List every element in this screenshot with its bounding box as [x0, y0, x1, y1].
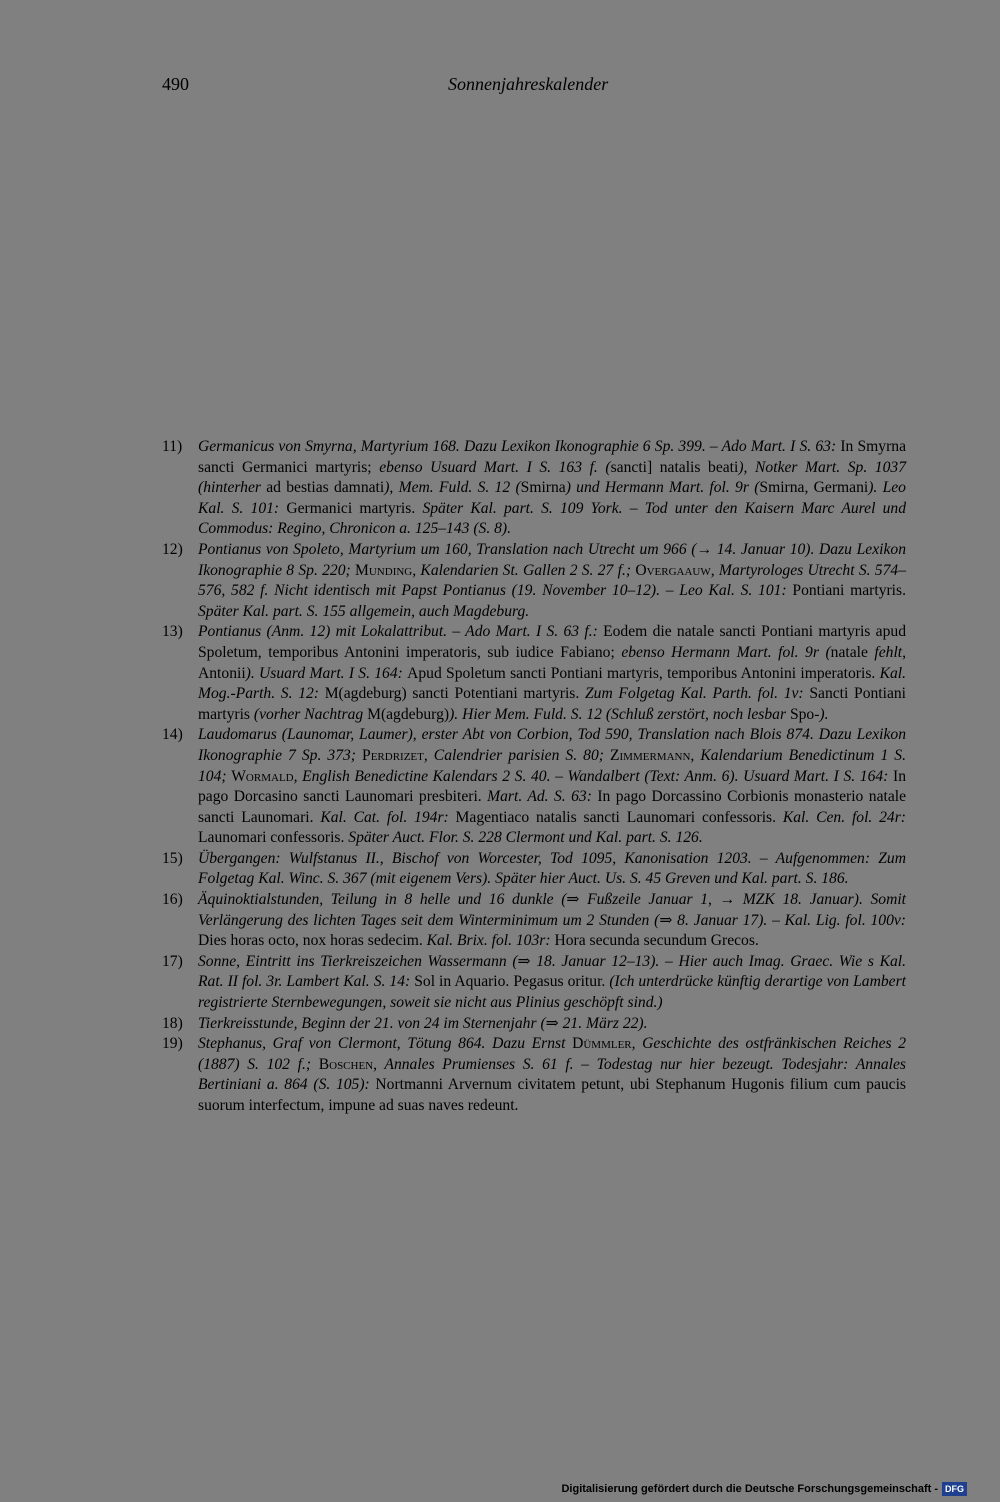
footnote-segment: Antonii [198, 664, 246, 682]
footnote [162, 725, 906, 849]
footnote-segment: Nortmanni Arvernum civitatem petunt, ubi Stephanum Hugonis filium cum paucis suorum interfectum, impune ad suas naves redeunt. [198, 1076, 907, 1114]
footnote [162, 437, 906, 540]
footnote-segment: Boschen [318, 1055, 374, 1073]
footnote-segment: In Smyrna sancti Germanici martyris; [198, 438, 906, 476]
footnote-segment: M(agdeburg) [367, 705, 450, 723]
footnote-segment: Stephanus, Graf von Clermont, Tötung 864. Dazu Ernst [198, 1035, 573, 1053]
footnote-segment: Zimmermann [609, 746, 691, 764]
footnote-segment: ebenso Usuard Mart. I S. 163 f. ( [379, 458, 611, 476]
footnote-text [198, 1034, 906, 1116]
footnote [162, 890, 906, 952]
footnote-segment: ebenso Hermann Mart. fol. 9r ( [621, 643, 831, 661]
footnote-text [198, 437, 906, 540]
footnote-number: 15) [162, 849, 183, 867]
footnote-segment: In pago Dorcassino Corbionis monasterio natale sancti Launomari. [198, 788, 906, 826]
footnote-segment: Munding [355, 561, 413, 579]
footnote-segment: Magentiaco natalis sancti Launomari confessoris. [455, 808, 783, 826]
footnote-segment: Später Kal. part. S. 155 allgemein, auch Magdeburg. [198, 602, 530, 620]
footnote-segment: Smirna [520, 479, 566, 497]
footnote-segment: Pontianus von Spoleto, Martyrium um 160, Translation nach Utrecht um 966 (→ 14. Januar 10). Dazu Lexikon Ikonographie 8 Sp. 220; [198, 540, 906, 579]
footnote-segment: M(agdeburg) sancti Potentiani martyris. [324, 685, 585, 703]
footnote-segment: (vorher Nachtrag [253, 705, 368, 723]
footnote-text [198, 622, 906, 725]
running-title: Sonnenjahreskalender [448, 74, 609, 94]
footnote-segment: , Geschichte des ostfränkischen Reiches 2 (1887) S. 102 f.; [198, 1035, 907, 1073]
footnote [162, 952, 906, 1014]
digitization-credit [561, 1482, 967, 1496]
footnotes-list [162, 437, 906, 1117]
footnote-text [198, 540, 906, 622]
footnote-segment: ad bestias damnati [266, 479, 385, 497]
footnote-segment: Laudomarus (Launomar, Laumer), erster Abt von Corbion, Tod 590, Translation nach Blois 874. Dazu Lexikon Ikonographie 7 Sp. 373; [198, 726, 906, 764]
footnote [162, 849, 906, 890]
footnote-segment: (Ich unterdrücke künftig derartige von Lambert registrierte Sternbewegungen, soweit sie nicht aus Plinius geschöpft sind.) [198, 973, 906, 1012]
footnote-segment: Später Kal. part. S. 109 York. – Tod unter den Kaisern Marc Aurel und Commodus: Regino, Chronicon a. 125–143 (S. 8). [198, 499, 906, 538]
footnote-segment: , Kalendarien St. Gallen 2 S. 27 f.; [412, 561, 636, 579]
footnote-segment: Kal. Mog.-Parth. S. 12: [198, 664, 906, 703]
footnote-segment: Äquinoktialstunden, Teilung in 8 helle und 16 dunkle (⇒ Fußzeile Januar 1, → MZK 18. Januar). Somit Verlängerung des lichten Tages seit dem Winterminimum um 2 Stunden (⇒ 8. Januar 17). – Kal. Lig. fol. 100v: [198, 891, 906, 929]
footnote-number: 16) [162, 891, 183, 909]
footnote-number: 19) [162, 1035, 183, 1053]
footnote-segment: sancti] natalis beati [610, 458, 739, 476]
footnote-segment: Perdrizet [362, 746, 424, 764]
footnote-text [198, 952, 906, 1014]
footnote-segment: ) und Hermann Mart. fol. 9r ( [565, 479, 760, 497]
footnote-segment: Zum Folgetag Kal. Parth. fol. 1v: [584, 685, 810, 703]
footnote-segment: Pontiani martyris. [792, 582, 906, 600]
footnote-segment: Overgaauw [635, 561, 711, 579]
footnote-text [198, 890, 906, 952]
footnote-segment: Germanicus von Smyrna, Martyrium 168. Dazu Lexikon Ikonographie 6 Sp. 399. – Ado Mart. I S. 63: [198, 438, 841, 455]
footnote-segment: Kal. Brix. fol. 103r: [426, 932, 555, 950]
footnote-segment: Hora secunda secundum Grecos. [554, 932, 759, 950]
footnote-text [198, 849, 906, 890]
footnote-segment: Smirna, Germani [759, 479, 869, 497]
footnote-segment: Später Auct. Flor. S. 228 Clermont und Kal. part. S. 126. [348, 829, 703, 847]
footnote-segment: Übergangen: Wulfstanus II., Bischof von Worcester, Tod 1095, Kanonisation 1203. – Aufgenommen: Zum Folgetag Kal. Winc. S. 367 (mit eigenem Vers). Später hier Auct. Us. S. 45 Greven und Kal. part. S. 186. [198, 849, 906, 888]
footnote-segment: Spo- [789, 705, 820, 723]
footnote [162, 1034, 906, 1116]
footnote-segment: ). Leo Kal. S. 101: [198, 479, 906, 517]
footnote-segment: Sonne, Eintritt ins Tierkreiszeichen Wassermann (⇒ 18. Januar 12–13). – Hier auch Imag. Graec. Wie s Kal. Rat. II fol. 3r. Lambert Kal. S. 14: [198, 952, 906, 991]
footnote-segment: Kal. Cat. fol. 194r: [320, 808, 456, 826]
footnote-segment: Launomari confessoris. [198, 829, 349, 847]
footnote-segment: Eodem die natale sancti Pontiani martyris apud Spoletum, temporibus Antonini imperatoris, sub iudice Fabiano; [198, 623, 906, 661]
footnote-segment: ). Usuard Mart. I S. 164: [245, 664, 408, 682]
footnote-text [198, 725, 906, 849]
footnote-number: 17) [162, 952, 183, 970]
footnote-number: 18) [162, 1014, 183, 1032]
footnote [162, 622, 906, 725]
digitization-credit-text: Digitalisierung gefördert durch die Deutsche Forschungsgemeinschaft - [561, 1483, 938, 1495]
footnote-segment: ), Notker Mart. Sp. 1037 (hinterher [198, 458, 906, 497]
footnote-segment: In pago Dorcasino sancti Launomari presbiteri. [198, 767, 906, 806]
footnote-segment: ), Mem. Fuld. S. 12 ( [384, 479, 521, 497]
footnote-segment: ). [819, 705, 829, 723]
footnote-segment: Mart. Ad. S. 63: [487, 788, 598, 806]
footnote-segment: Kal. Cen. fol. 24r: [782, 808, 906, 826]
footnote-segment: natale [830, 643, 875, 661]
footnote-segment: fehlt, [874, 643, 907, 661]
footnote-segment: Sol in Aquario. Pegasus oritur. [414, 973, 610, 991]
footnote-segment: Pontianus (Anm. 12) mit Lokalattribut. – Ado Mart. I S. 63 f.: [198, 623, 604, 641]
dfg-logo-icon: DFG [942, 1482, 967, 1496]
footnote-segment: Dies horas octo, nox horas sedecim. [198, 932, 427, 950]
footnote-number: 13) [162, 623, 183, 641]
footnote-number: 12) [162, 540, 183, 558]
footnote-segment: Germanici martyris. [286, 499, 423, 517]
footnote-segment: Dümmler [572, 1035, 632, 1053]
footnote [162, 540, 906, 622]
page-number: 490 [162, 74, 189, 94]
footnote-number: 14) [162, 726, 183, 744]
footnote-segment: Apud Spoletum sancti Pontiani martyris, temporibus Antonini imperatoris. [407, 664, 880, 682]
footnote [162, 1014, 906, 1035]
footnote-number: 11) [162, 438, 183, 455]
footnote-segment: Tierkreisstunde, Beginn der 21. von 24 im Sternenjahr (⇒ 21. März 22). [198, 1014, 648, 1032]
footnote-segment: , Annales Prumienses S. 61 f. – Todestag nur hier bezeugt. Todesjahr: Annales Bertiniani a. 864 (S. 105): [198, 1055, 906, 1094]
footnote-segment: Wormald [231, 767, 294, 785]
footnote-segment: , Kalendarium Benedictinum 1 S. 104; [198, 746, 906, 785]
footnote-segment: , English Benedictine Kalendars 2 S. 40. – Wandalbert (Text: Anm. 6). Usuard Mart. I S. 164: [293, 767, 893, 785]
footnote-segment: , Calendrier parisien S. 80; [423, 746, 610, 764]
footnote-segment: , Martyrologes Utrecht S. 574–576, 582 f. Nicht identisch mit Papst Pontianus (19. November 10–12). – Leo Kal. S. 101: [198, 561, 906, 600]
footnote-segment: ). Hier Mem. Fuld. S. 12 (Schluß zerstört, noch lesbar [449, 705, 790, 723]
footnote-segment: Sancti Pontiani martyris [198, 685, 907, 723]
footnote-text [198, 1014, 906, 1035]
